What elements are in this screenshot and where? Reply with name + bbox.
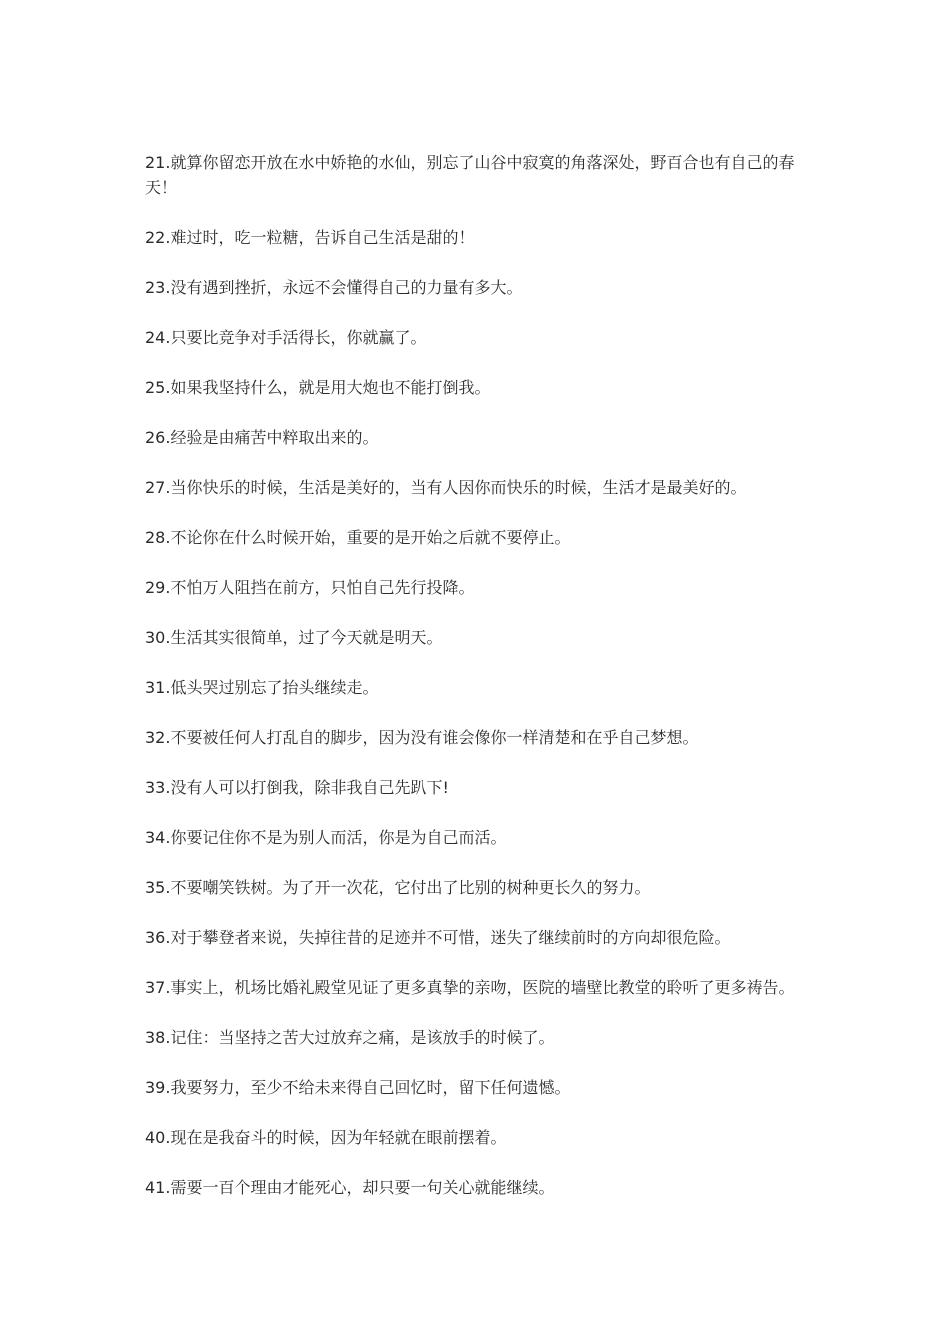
quote-22: 22.难过时，吃一粒糖，告诉自己生活是甜的！ [145,228,475,247]
quote-35: 35.不要嘲笑铁树。为了开一次花，它付出了比别的树种更长久的努力。 [145,878,651,897]
quote-40: 40.现在是我奋斗的时候，因为年轻就在眼前摆着。 [145,1128,507,1147]
quote-list [145,150,817,1225]
quote-33: 33.没有人可以打倒我，除非我自己先趴下! [145,778,449,797]
quote-29: 29.不怕万人阻挡在前方，只怕自己先行投降。 [145,578,475,597]
quote-28: 28.不论你在什么时候开始，重要的是开始之后就不要停止。 [145,528,571,547]
quote-27: 27.当你快乐的时候，生活是美好的，当有人因你而快乐的时候，生活才是最美好的。 [145,478,747,497]
quote-30: 30.生活其实很简单，过了今天就是明天。 [145,628,443,647]
quote-26: 26.经验是由痛苦中粹取出来的。 [145,428,379,447]
quote-36: 36.对于攀登者来说，失掉往昔的足迹并不可惜，迷失了继续前时的方向却很危险。 [145,928,731,947]
quote-39: 39.我要努力，至少不给未来得自己回忆时，留下任何遗憾。 [145,1078,571,1097]
quote-25: 25.如果我坚持什么，就是用大炮也不能打倒我。 [145,378,491,397]
quote-37: 37.事实上，机场比婚礼殿堂见证了更多真挚的亲吻，医院的墙壁比教堂的聆听了更多祷告。 [145,978,795,997]
quote-23: 23.没有遇到挫折，永远不会懂得自己的力量有多大。 [145,278,523,297]
quote-32: 32.不要被任何人打乱自的脚步，因为没有谁会像你一样清楚和在乎自己梦想。 [145,728,699,747]
quote-34: 34.你要记住你不是为别人而活，你是为自己而活。 [145,828,507,847]
quote-41: 41.需要一百个理由才能死心，却只要一句关心就能继续。 [145,1178,555,1197]
quote-38: 38.记住：当坚持之苦大过放弃之痛，是该放手的时候了。 [145,1028,555,1047]
quote-24: 24.只要比竞争对手活得长，你就赢了。 [145,328,427,347]
quote-31: 31.低头哭过别忘了抬头继续走。 [145,678,379,697]
quote-21: 21.就算你留恋开放在水中娇艳的水仙，别忘了山谷中寂寞的角落深处，野百合也有自己的春天！ [145,153,795,197]
